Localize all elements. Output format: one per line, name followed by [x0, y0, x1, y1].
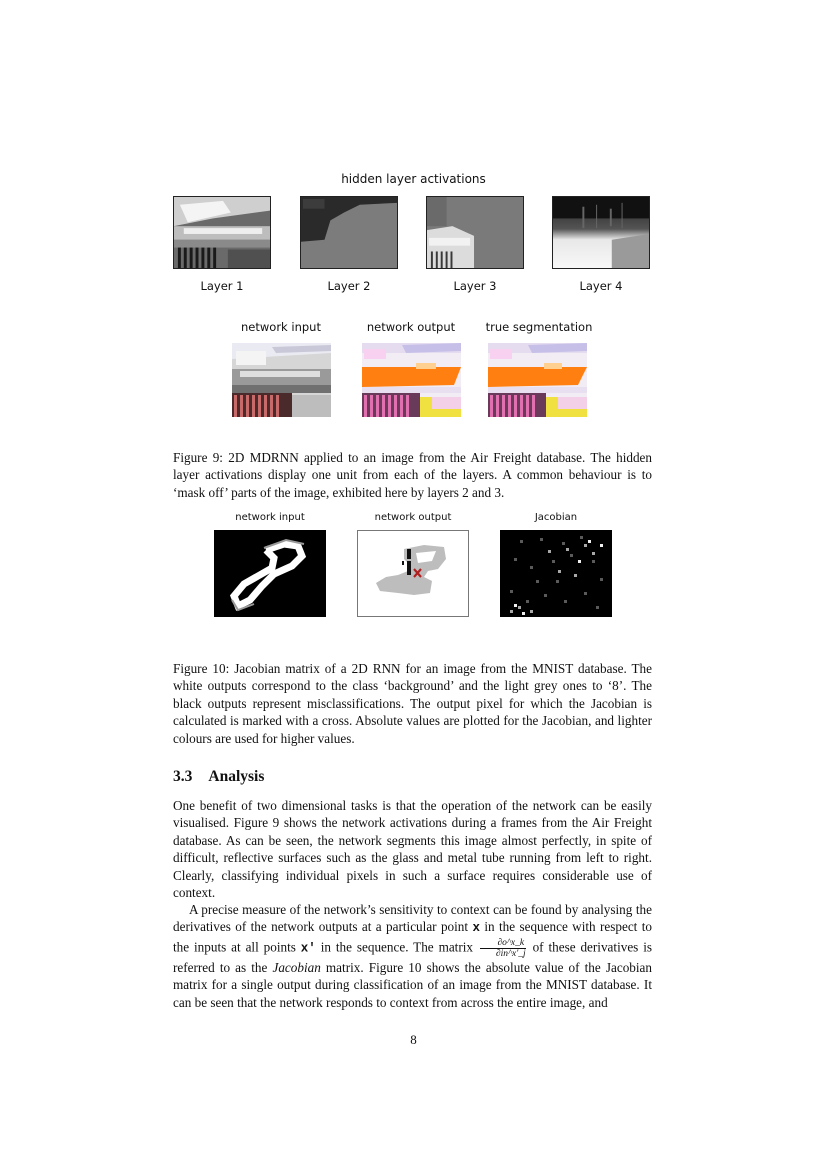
- network-input-label-fig9: network input: [241, 320, 321, 334]
- figure9-title: hidden layer activations: [341, 172, 486, 186]
- p2-text-4: of these derivatives is referred to as the: [173, 939, 653, 975]
- fraction-denominator: ∂in^x′_j: [495, 948, 526, 959]
- network-input-label-fig10: network input: [235, 512, 305, 523]
- mnist-output-image: [357, 530, 469, 617]
- fraction-numerator: ∂o^x_k: [480, 938, 526, 949]
- math-x-prime: x′: [300, 941, 316, 956]
- section-number: 3.3: [173, 768, 193, 785]
- airfreight-true-segmentation-image: [488, 343, 587, 417]
- layer3-label: Layer 3: [453, 279, 497, 293]
- section-heading: [173, 768, 264, 786]
- page-number: 8: [410, 1032, 417, 1047]
- figure10-caption: Figure 10: Jacobian matrix of a 2D RNN for an image from the MNIST database. The white outputs correspond to the class ‘background’ and the light grey ones to ‘8’. The black outputs represent misclassifications. The output pixel for which the Jacobian is calculated is marked with a cross. Absolute values are plotted for the Jacobian, and lighter colours are used for higher values.: [173, 661, 652, 746]
- jacobian-term: Jacobian: [272, 959, 321, 975]
- math-x: x: [472, 921, 480, 936]
- p2-text-1: A precise measure of the network’s sensitivity to context can be found by analysing the derivatives of the network outputs at a particular point: [173, 902, 652, 935]
- layer4-label: Layer 4: [579, 279, 623, 293]
- analysis-paragraph-1: One benefit of two dimensional tasks is that the operation of the network can be easily visualised. Figure 9 shows the network activations during a frames from the Air Freight database. As can be seen, the network segments this image almost perfectly, in spite of difficult, reflective surfaces such as the glass and metal tube running from left to right. Clearly, classifying individual pixels in such a surface requires considerable use of context.: [173, 798, 652, 901]
- mnist-input-image: [214, 530, 326, 617]
- layer1-label: Layer 1: [200, 279, 244, 293]
- jacobian-label: Jacobian: [534, 512, 578, 523]
- p2-text-3: in the sequence. The matrix: [315, 939, 478, 955]
- section-title: Analysis: [208, 768, 265, 785]
- analysis-paragraph-2: [173, 901, 652, 1011]
- network-output-label-fig10: network output: [374, 512, 452, 523]
- jacobian-image: [500, 530, 612, 617]
- p2-text-2: in the sequence with respect to the inputs at all points: [173, 919, 652, 955]
- layer2-label: Layer 2: [327, 279, 371, 293]
- layer2-activation-image: [300, 196, 398, 269]
- layer4-activation-image: [552, 196, 650, 269]
- p2-text-5: matrix. Figure 10 shows the absolute value of the Jacobian matrix for a single output during classification of an image from the MNIST database. It can be seen that the network responds to context from across the entire image, and: [173, 959, 652, 1010]
- jacobian-fraction: [480, 938, 526, 959]
- airfreight-input-image: [232, 343, 331, 417]
- network-output-label-fig9: network output: [366, 320, 456, 334]
- airfreight-output-image: [362, 343, 461, 417]
- true-segmentation-label: true segmentation: [485, 320, 593, 334]
- layer1-activation-image: [173, 196, 271, 269]
- figure9-caption: Figure 9: 2D MDRNN applied to an image from the Air Freight database. The hidden layer activations display one unit from each of the layers. A common behaviour is to ‘mask off’ parts of the image, exhibited here by layers 2 and 3.: [173, 450, 652, 500]
- layer3-activation-image: [426, 196, 524, 269]
